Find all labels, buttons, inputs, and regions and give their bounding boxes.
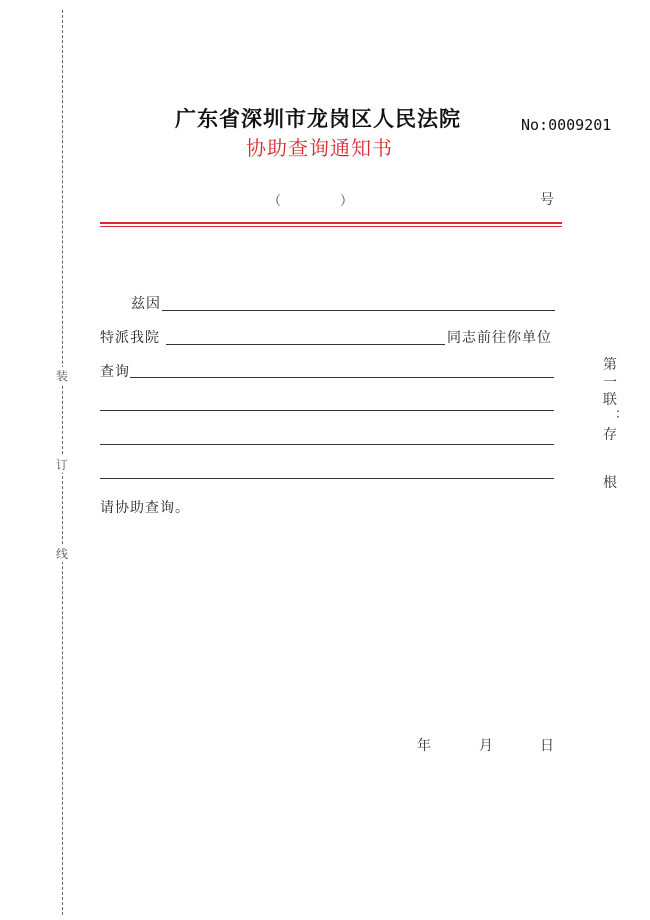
header-red-rule-bottom xyxy=(100,226,562,227)
reason-label: 兹因 xyxy=(131,296,161,312)
case-number-open-paren: （ xyxy=(268,194,282,209)
date-month: 月 xyxy=(479,738,493,754)
copy-label-char-4: 存 xyxy=(603,427,617,443)
document-title: 协助查询通知书 xyxy=(246,136,393,160)
copy-label-char-5: 根 xyxy=(603,475,617,491)
dispatch-suffix: 同志前往你单位 xyxy=(447,330,552,346)
closing-text: 请协助查询。 xyxy=(100,500,190,516)
copy-label-char-1: 第 xyxy=(603,357,617,373)
date-year: 年 xyxy=(417,738,431,754)
dispatch-label: 特派我院 xyxy=(100,330,160,346)
date-day: 日 xyxy=(540,738,554,754)
court-name: 广东省深圳市龙岗区人民法院 xyxy=(175,106,461,131)
query-fill-line-1[interactable] xyxy=(130,377,554,378)
query-fill-line-3[interactable] xyxy=(100,444,554,445)
dispatch-fill-line[interactable] xyxy=(166,344,445,345)
case-number-close-paren: ） xyxy=(340,194,354,209)
copy-label-char-2: 一 xyxy=(603,375,617,391)
copy-label-colon: ： xyxy=(615,407,629,422)
serial-number: No:0009201 xyxy=(521,116,612,134)
binding-char-ding: 订 xyxy=(55,458,68,472)
copy-label-char-3: 联 xyxy=(603,392,617,408)
query-label: 查询 xyxy=(100,364,130,380)
reason-fill-line[interactable] xyxy=(162,310,555,311)
query-fill-line-2[interactable] xyxy=(100,410,554,411)
header-red-rule-top xyxy=(100,222,562,224)
query-fill-line-4[interactable] xyxy=(100,478,554,479)
binding-char-zhuang: 装 xyxy=(55,369,68,383)
binding-char-xian: 线 xyxy=(55,547,68,561)
case-number-suffix: 号 xyxy=(540,192,554,208)
